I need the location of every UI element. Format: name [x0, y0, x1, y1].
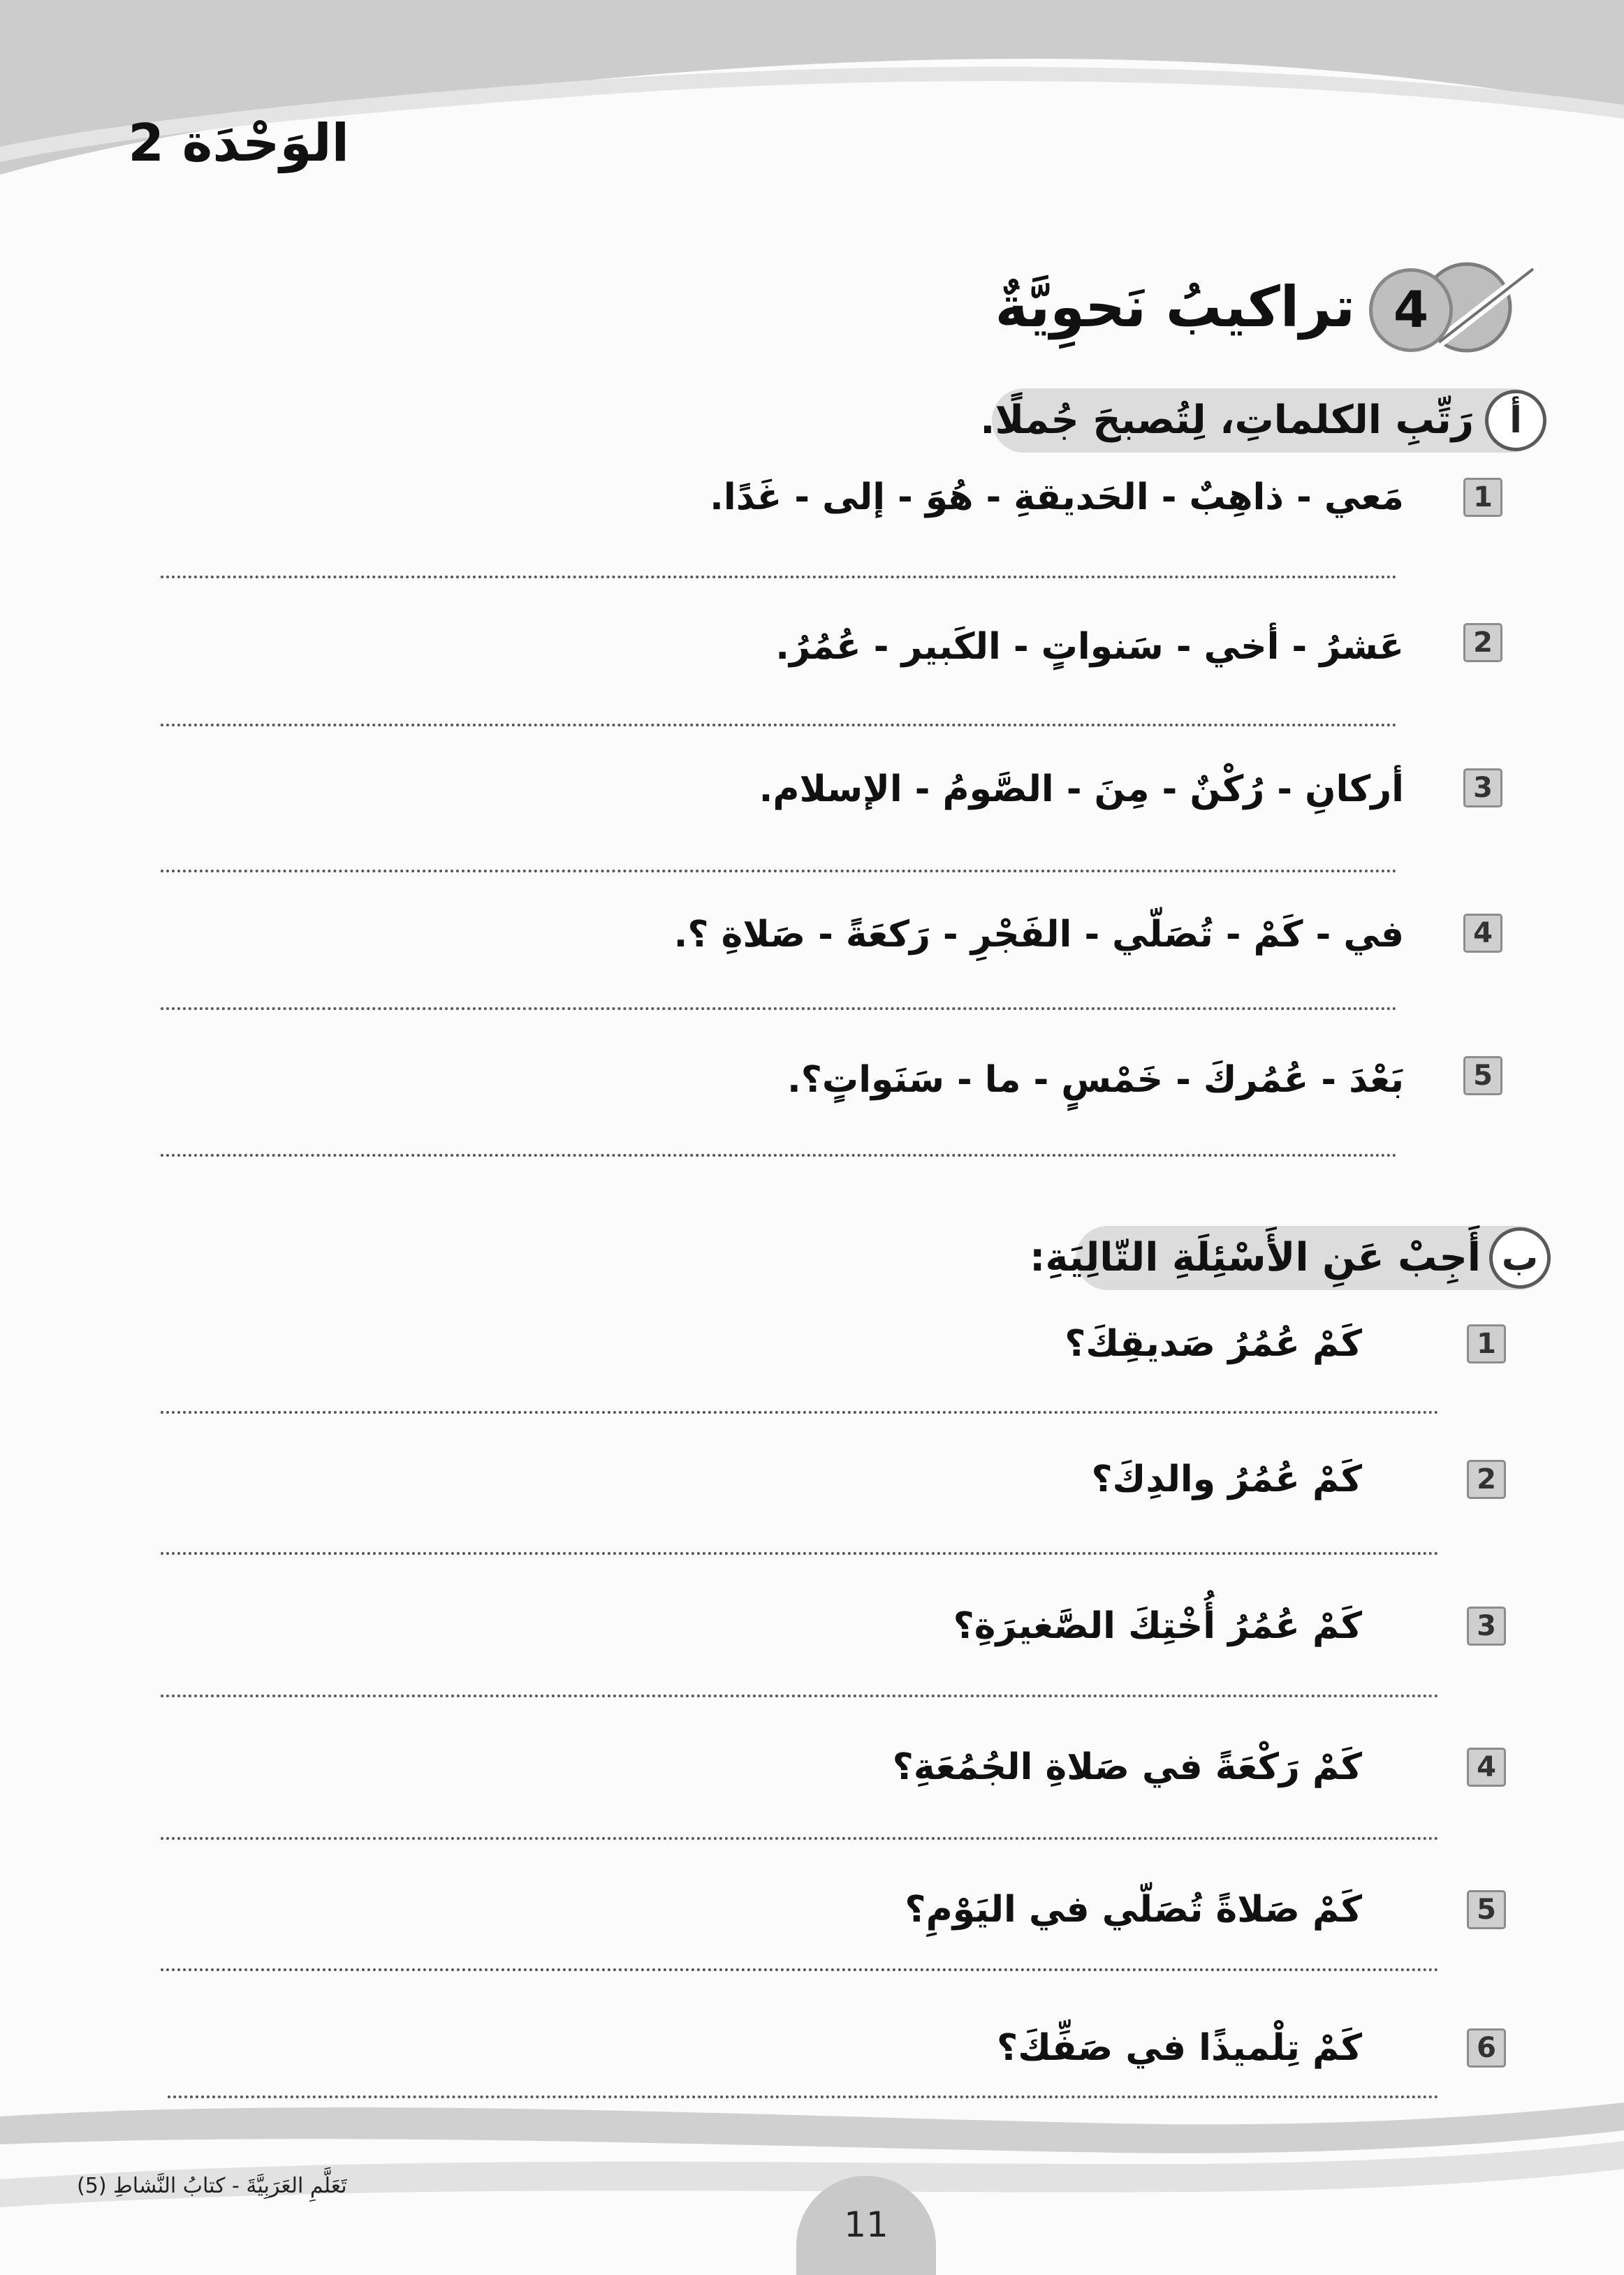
- exercise-text: عَشرُ - أخي - سَنواتٍ - الكَبير - عُمُرُ.: [775, 626, 1404, 668]
- answer-line[interactable]: [161, 1411, 1439, 1414]
- question-text: كَمْ تِلْميذًا في صَفِّكَ؟: [997, 2027, 1362, 2069]
- exercise-text: في - كَمْ - تُصَلّي - الفَجْرِ - رَكعَةً - صَلاةِ ؟.: [673, 914, 1404, 956]
- item-number: 2: [1467, 1460, 1506, 1499]
- answer-line[interactable]: [168, 2095, 1439, 2098]
- item-number: 5: [1467, 1890, 1506, 1929]
- answer-line[interactable]: [161, 870, 1397, 872]
- section-b-badge: ب: [1489, 1227, 1551, 1289]
- answer-line[interactable]: [161, 1007, 1397, 1010]
- item-number: 6: [1467, 2028, 1506, 2068]
- lesson-title: تراكيبُ نَحوِيَّةٌ: [995, 275, 1355, 339]
- exercise-text: بَعْدَ - عُمُركَ - خَمْسٍ - ما - سَنَواتٍ؟.: [787, 1059, 1404, 1101]
- page-number: 11: [844, 2204, 888, 2245]
- unit-title: الوَحْدَة 2: [128, 113, 349, 173]
- question-text: كَمْ عُمُرُ أُخْتِكَ الصَّغيرَةِ؟: [953, 1605, 1362, 1647]
- answer-line[interactable]: [161, 1552, 1439, 1555]
- item-number: 5: [1463, 1056, 1502, 1095]
- answer-line[interactable]: [161, 1837, 1439, 1840]
- answer-line[interactable]: [161, 576, 1397, 578]
- item-number: 3: [1467, 1607, 1506, 1646]
- item-number: 1: [1463, 478, 1502, 517]
- exercise-text: مَعي - ذاهِبٌ - الحَديقةِ - هُوَ - إلى - غَدًا.: [710, 476, 1404, 518]
- answer-line[interactable]: [161, 1154, 1397, 1157]
- answer-line[interactable]: [161, 1968, 1439, 1971]
- section-a-instruction: رَتِّبِ الكلماتِ، لِتُصبحَ جُملًا.: [980, 397, 1474, 443]
- item-number: 4: [1467, 1748, 1506, 1787]
- item-number: 4: [1463, 914, 1502, 953]
- question-text: كَمْ صَلاةً تُصَلّي في اليَوْمِ؟: [905, 1889, 1362, 1931]
- item-number: 2: [1463, 623, 1502, 662]
- item-number: 1: [1467, 1324, 1506, 1363]
- answer-line[interactable]: [161, 1695, 1439, 1697]
- question-text: كَمْ عُمُرُ والدِكَ؟: [1091, 1458, 1362, 1500]
- exercise-text: أركانِ - رُكْنٌ - مِنَ - الصَّومُ - الإسلام.: [759, 768, 1404, 810]
- lesson-number-badge: 4: [1369, 268, 1453, 352]
- question-text: كَمْ عُمُرُ صَديقِكَ؟: [1065, 1323, 1362, 1365]
- item-number: 3: [1463, 768, 1502, 807]
- book-title: تَعَلَّمِ العَرَبِيَّةَ - كتابُ النَّشاطِ (5): [77, 2174, 347, 2198]
- question-text: كَمْ رَكْعَةً في صَلاةِ الجُمُعَةِ؟: [892, 1746, 1362, 1788]
- section-a-badge: أ: [1485, 390, 1546, 451]
- section-b-instruction: أَجِبْ عَنِ الأَسْئِلَةِ التّالِيَةِ:: [1030, 1235, 1481, 1280]
- answer-line[interactable]: [161, 724, 1397, 726]
